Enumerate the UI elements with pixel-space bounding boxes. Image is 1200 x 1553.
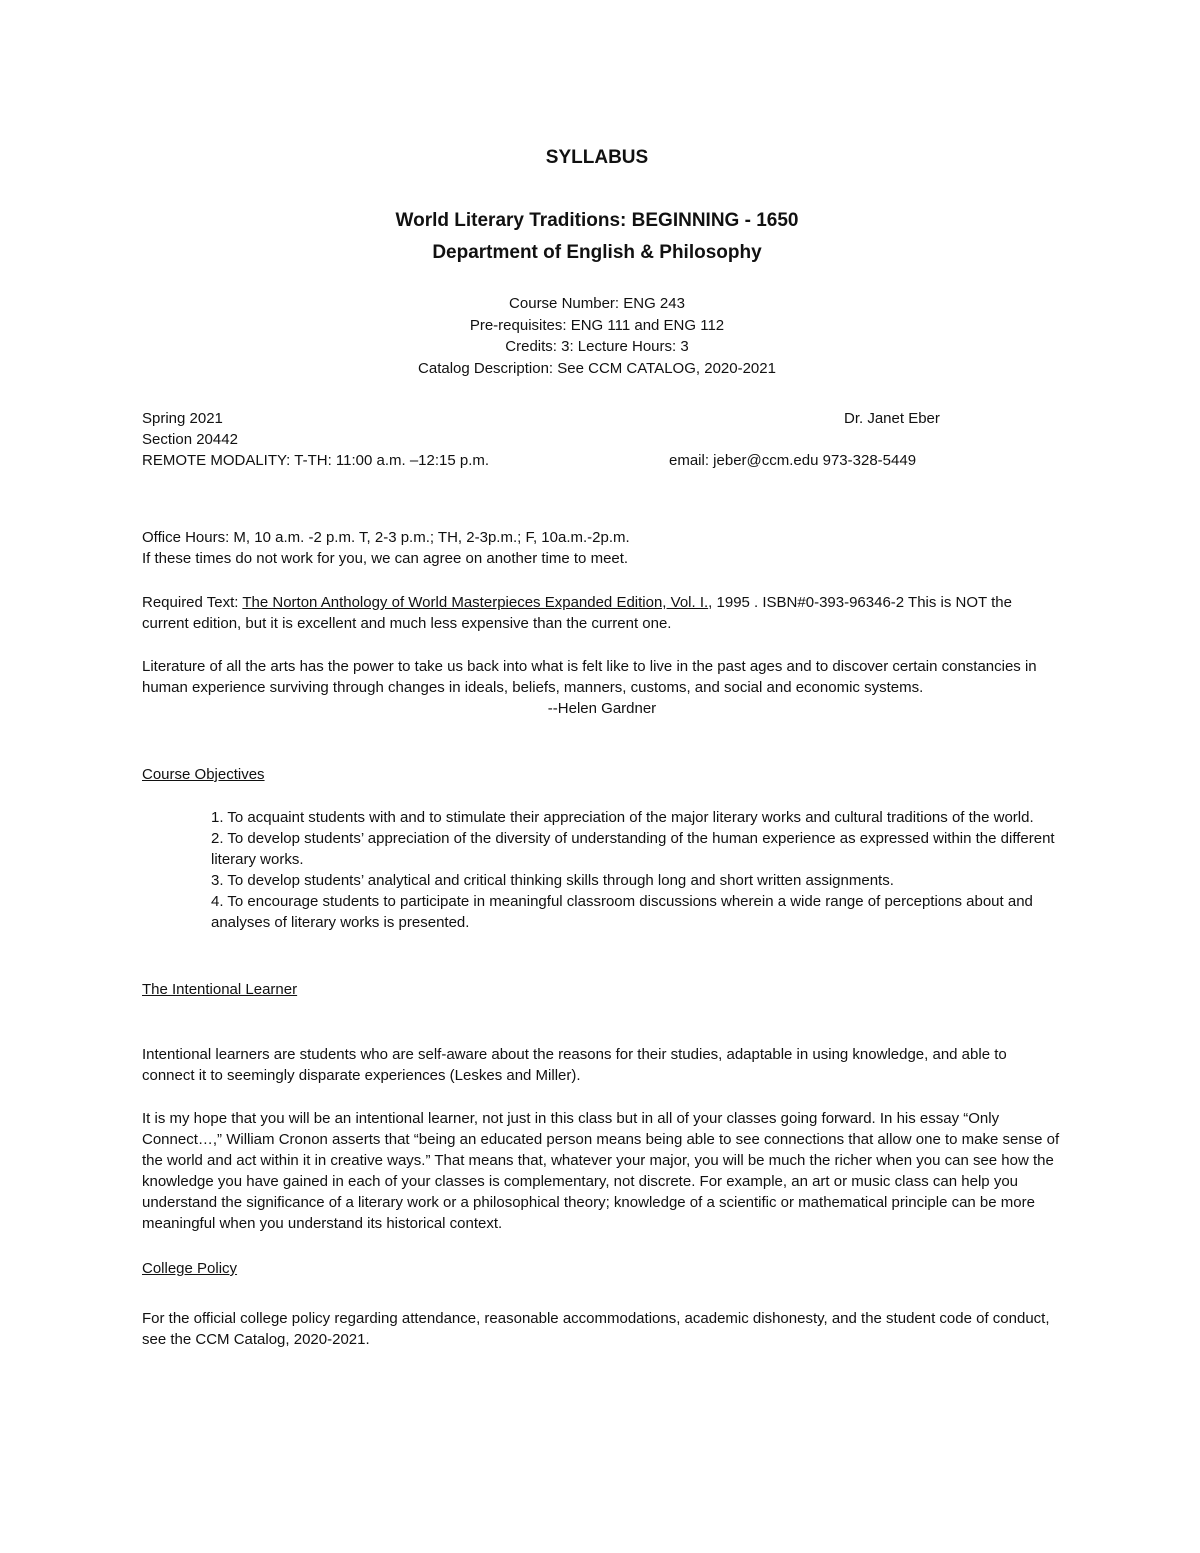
college-policy-body: For the official college policy regarding attendance, reasonable accommodations, academic dishonesty, and the student code of conduct, see the CCM Catalog, 2020-2021. xyxy=(142,1310,1050,1348)
intentional-learner-heading: The Intentional Learner xyxy=(142,981,298,998)
intentional-learner-definition: Intentional learners are students who are self-aware about the reasons for their studies, adaptable in using knowledge, and able to connect it to seemingly disparate experiences (Leskes and Miller). xyxy=(142,1046,1007,1084)
college-policy-heading: College Policy xyxy=(142,1260,238,1277)
prerequisites: Pre-requisites: ENG 111 and ENG 112 xyxy=(469,317,725,334)
course-info xyxy=(142,408,1062,471)
objective-item: 3. To develop students’ analytical and critical thinking skills through long and short written assignments. xyxy=(211,872,894,889)
catalog-description: Catalog Description: See CCM CATALOG, 2020-2021 xyxy=(418,360,776,377)
document-title: SYLLABUS xyxy=(545,147,649,168)
office-hours xyxy=(142,527,1062,569)
required-text-label: Required Text: xyxy=(142,594,243,611)
objectives-heading: Course Objectives xyxy=(142,766,265,783)
term: Spring 2021 xyxy=(142,410,223,427)
epigraph-attribution: --Helen Gardner xyxy=(547,700,657,717)
required-text xyxy=(142,592,1062,634)
contact-info: email: jeber@ccm.edu 973-328-5449 xyxy=(669,452,917,469)
required-text-details: , 1995 . ISBN#0-393-96346-2 This is NOT the current edition, but it is excellent and much less expensive than the current one. xyxy=(142,594,1012,632)
course-number: Course Number: ENG 243 xyxy=(509,295,685,312)
department-name: Department of English & Philosophy xyxy=(432,242,762,263)
epigraph xyxy=(142,656,1062,719)
credits: Credits: 3: Lecture Hours: 3 xyxy=(505,338,689,355)
course-title: World Literary Traditions: BEGINNING - 1650 xyxy=(395,210,799,231)
required-text-book: The Norton Anthology of World Masterpieces Expanded Edition, Vol. I. xyxy=(242,594,709,611)
modality: REMOTE MODALITY: T-TH: 11:00 a.m. –12:15 p.m. xyxy=(142,452,490,469)
section-number: Section 20442 xyxy=(142,431,238,448)
office-hours-note: If these times do not work for you, we can agree on another time to meet. xyxy=(142,550,629,567)
office-hours-times: Office Hours: M, 10 a.m. -2 p.m. T, 2-3 p.m.; TH, 2-3p.m.; F, 10a.m.-2p.m. xyxy=(142,529,630,546)
epigraph-quote: Literature of all the arts has the power to take us back into what is felt like to live in the past ages and to discover certain constancies in human experience surviving through changes in ideals, beliefs, manners, customs, and social and economic systems. xyxy=(142,658,1037,696)
objective-item: 1. To acquaint students with and to stimulate their appreciation of the major literary works and cultural traditions of the world. xyxy=(211,809,1034,826)
intentional-learner-essay: It is my hope that you will be an intentional learner, not just in this class but in all of your classes going forward. In his essay “Only Connect…,” William Cronon asserts that “being an educated person means being able to see connections that allow one to make sense of the world and act within it in creative ways.” That means that, whatever your major, you will be much the richer when you can see how the knowledge you have gained in each of your classes is complementary, not discrete. For example, an art or music class can help you understand the significance of a literary work or a philosophical theory; knowledge of a scientific or mathematical principle can be more meaningful when you understand its historical context. xyxy=(142,1110,1060,1232)
instructor-name: Dr. Janet Eber xyxy=(844,410,940,427)
objective-item: 2. To develop students’ appreciation of the diversity of understanding of the human experience as expressed within the different literary works. xyxy=(211,830,1055,868)
objectives-list xyxy=(211,807,1061,933)
objective-item: 4. To encourage students to participate in meaningful classroom discussions wherein a wide range of perceptions about and analyses of literary works is presented. xyxy=(211,893,1033,931)
